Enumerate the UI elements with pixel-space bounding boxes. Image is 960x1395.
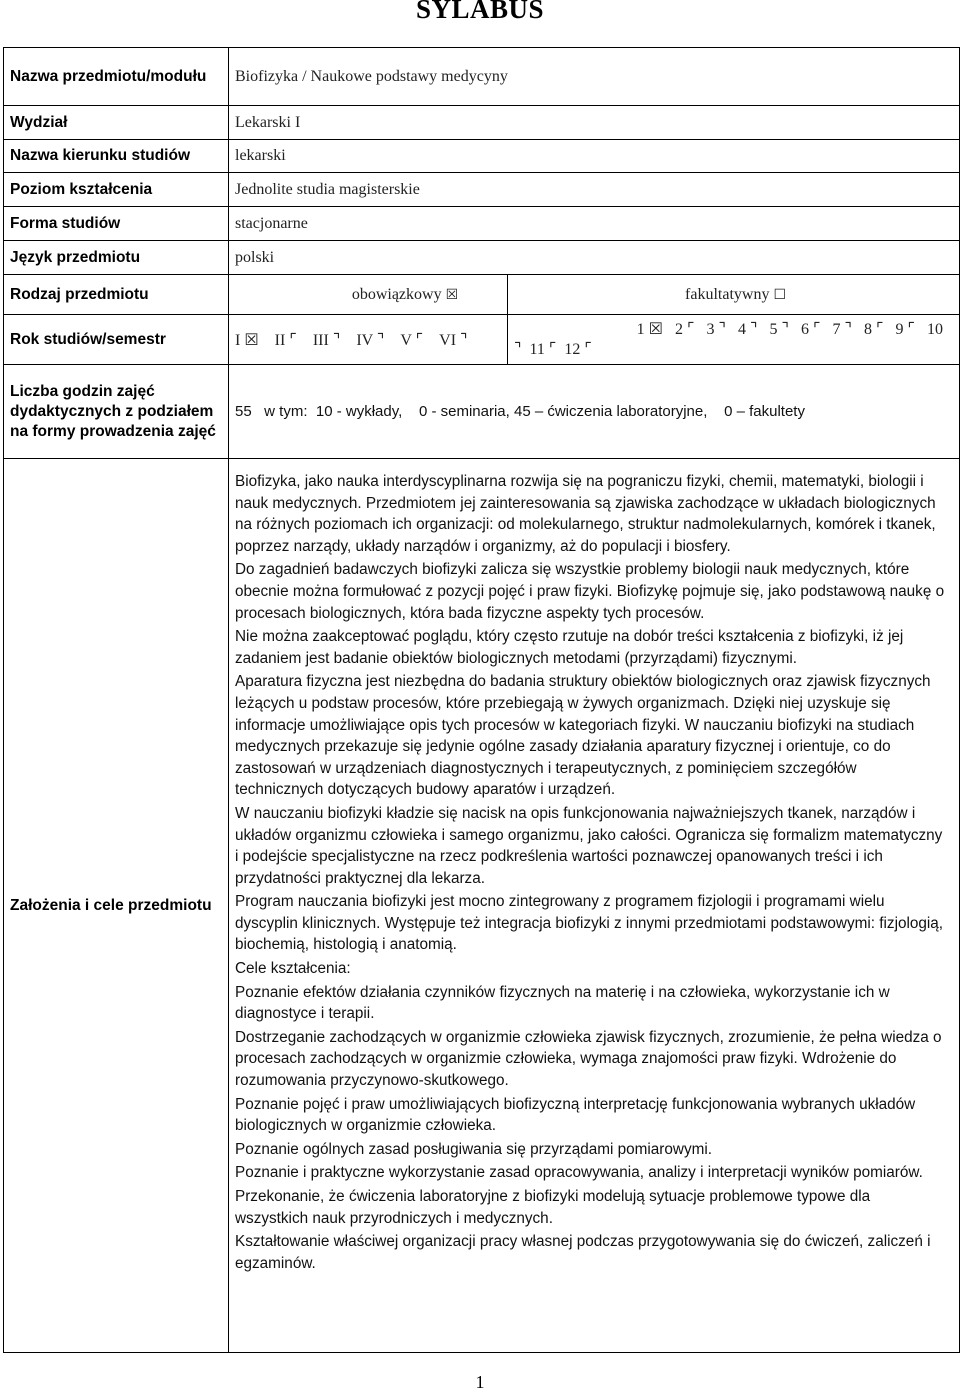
option-fakultatywny	[508, 275, 960, 315]
years-cell	[229, 315, 508, 365]
fakultatywny-label: fakultatywny	[685, 285, 770, 303]
row-kierunek	[4, 140, 960, 173]
label-kierunek: Nazwa kierunku studiów	[4, 140, 229, 173]
goals-paragraph: Nie można zaakceptować poglądu, który często rzutuje na dobór treści kształcenia z biofizyki, iż jej zadaniem jest badanie obiektów biologicznych metodami (przyrządami) fizycznymi.	[235, 628, 904, 667]
semesters-cell	[508, 315, 960, 365]
goals-heading: Cele kształcenia:	[235, 960, 351, 978]
obowiazkowy-label: obowiązkowy	[351, 285, 442, 303]
year-5: V ⌜	[400, 331, 424, 349]
label-poziom: Poziom kształcenia	[4, 173, 229, 207]
syllabus-table	[3, 47, 960, 1353]
value-nazwa: Biofizyka / Naukowe podstawy medycyny	[229, 48, 960, 106]
value-forma: stacjonarne	[229, 207, 960, 241]
value-jezyk: polski	[229, 241, 960, 275]
goals-paragraph: Kształtowanie właściwej organizacji pracy własnej podczas przygotowywania się do ćwiczeń, zaliczeń i egzaminów.	[235, 1233, 931, 1272]
year-1: I ☒	[235, 331, 259, 349]
goals-paragraph: Program nauczania biofizyki jest mocno zintegrowany z programem fizjologii i programami wielu dyscyplin klinicznych. Występuje też integracja biofizyki z innymi przedmiotami podstawowymi: fizjologią, biochemią, histologią i anatomią.	[235, 893, 944, 954]
goals-paragraph: Poznanie efektów działania czynników fizycznych na materię i na człowieka, wykorzystanie ich w diagnostyce i terapii.	[235, 983, 890, 1023]
row-godziny	[4, 365, 960, 459]
row-poziom	[4, 173, 960, 207]
label-zalozenia: Założenia i cele przedmiotu	[4, 459, 229, 1353]
label-forma: Forma studiów	[4, 207, 229, 241]
checked-box-icon: ☒	[445, 286, 459, 303]
label-godziny: Liczba godzin zajęć dydaktycznych z podziałem na formy prowadzenia zajęć	[4, 365, 229, 459]
goals-paragraph: Do zagadnień badawczych biofizyki zalicza się wszystkie problemy biologii nauk medycznych, które obecnie można formułować z pozycji pojęć i praw fizyki. Biofizykę pojmuje się, jako podstawową naukę o procesach biologicznych, która bada fizyczne aspekty tych procesów.	[235, 561, 945, 622]
year-6: VI ⌝	[439, 331, 468, 349]
row-wydzial	[4, 106, 960, 140]
goals-paragraph: Biofizyka, jako nauka interdyscyplinarna rozwija się na pograniczu fizyki, chemii, matematyki, biologii i nauk medycznych. Przedmiotem jej zainteresowania są zjawiska zachodzące w układach biologicznych na różnych poziomach ich organizacji: od molekularnego, struktur nadmolekularnych, komórek i tkanek, poprzez narządy, układy narządów i organizmy, aż do populacji i biosfery.	[235, 473, 936, 555]
goals-paragraph: Poznanie ogólnych zasad posługiwania się przyrządami pomiarowymi.	[235, 1140, 712, 1158]
year-2: II ⌜	[274, 331, 297, 349]
label-jezyk: Język przedmiotu	[4, 241, 229, 275]
value-wydzial: Lekarski I	[229, 106, 960, 140]
label-wydzial: Wydział	[4, 106, 229, 140]
value-kierunek: lekarski	[229, 140, 960, 173]
row-nazwa	[4, 48, 960, 106]
option-obowiazkowy	[229, 275, 508, 315]
year-4: IV ⌝	[356, 331, 385, 349]
row-zalozenia	[4, 459, 960, 1353]
unchecked-box-icon: ☐	[773, 286, 786, 303]
goals-paragraph: Aparatura fizyczna jest niezbędna do badania struktury obiektów biologicznych oraz zjawisk fizycznych leżących u podstaw procesów, które przebiegają w żywych organizmach. Dzięki niej uzyskuje się informacje umożliwiające opis tych procesów w kategoriach fizyki. W nauczaniu biofizyki na studiach medycznych przekazuje się jedynie ogólne zasady działania aparatury fizycznej i orientuje, co do zastosowań w urządzeniach diagnostycznych i terapeutycznych, z pominięciem szczegółów technicznych dotyczących budowy aparatów i urządzeń.	[235, 673, 931, 799]
goals-paragraph: Dostrzeganie zachodzących w organizmie człowieka zjawisk fizycznych, zrozumienie, że pełna wiedza o procesach zachodzących w organizmie człowieka, wymaga znajomości praw fizyki. Wdrożenie do rozumowania przyczynowo-skutkowego.	[235, 1028, 942, 1090]
label-nazwa: Nazwa przedmiotu/modułu	[4, 48, 229, 106]
goals-paragraph: Poznanie pojęć i praw umożliwiających biofizyczną interpretację funkcjonowania wybranych układów biologicznych w organizmie człowieka.	[235, 1095, 916, 1135]
row-jezyk	[4, 241, 960, 275]
semesters-line-1: 1 ☒ 2 ⌜ 3 ⌝ 4 ⌝ 5 ⌝ 6 ⌜ 7 ⌝ 8 ⌜ 9 ⌜ 10	[636, 320, 944, 338]
page-title: SYLABUS	[415, 0, 545, 24]
label-rok: Rok studiów/semestr	[4, 315, 229, 365]
page-number: 1	[475, 1372, 485, 1392]
label-rodzaj: Rodzaj przedmiotu	[4, 275, 229, 315]
goals-text	[229, 459, 960, 1353]
value-poziom: Jednolite studia magisterskie	[229, 173, 960, 207]
goals-paragraph: W nauczaniu biofizyki kładzie się nacisk na opis funkcjonowania najważniejszych tkanek, narządów i układów organizmu człowieka i samego organizmu, jako całości. Ogranicza się formalizm matematyczny i podejście specjalistyczne na rzecz podkreślenia wartości poznawczej opanowanych treści i ich przydatności praktycznej dla lekarza.	[235, 804, 943, 887]
goals-paragraph: Przekonanie, że ćwiczenia laboratoryjne z biofizyki modelują sytuacje problemowe typowe dla wszystkich nauk przyrodniczych i medycznych.	[235, 1188, 871, 1227]
row-rok	[4, 315, 960, 365]
value-godziny: 55 w tym: 10 - wykłady, 0 - seminaria, 45 – ćwiczenia laboratoryjne, 0 – fakultety	[229, 365, 960, 459]
year-3: III ⌝	[312, 331, 341, 349]
row-forma	[4, 207, 960, 241]
row-rodzaj	[4, 275, 960, 315]
semesters-line-2: ⌝ 11 ⌜ 12 ⌜	[514, 340, 592, 358]
goals-paragraph: Poznanie i praktyczne wykorzystanie zasad opracowywania, analizy i interpretacji wyników pomiarów.	[235, 1164, 923, 1182]
